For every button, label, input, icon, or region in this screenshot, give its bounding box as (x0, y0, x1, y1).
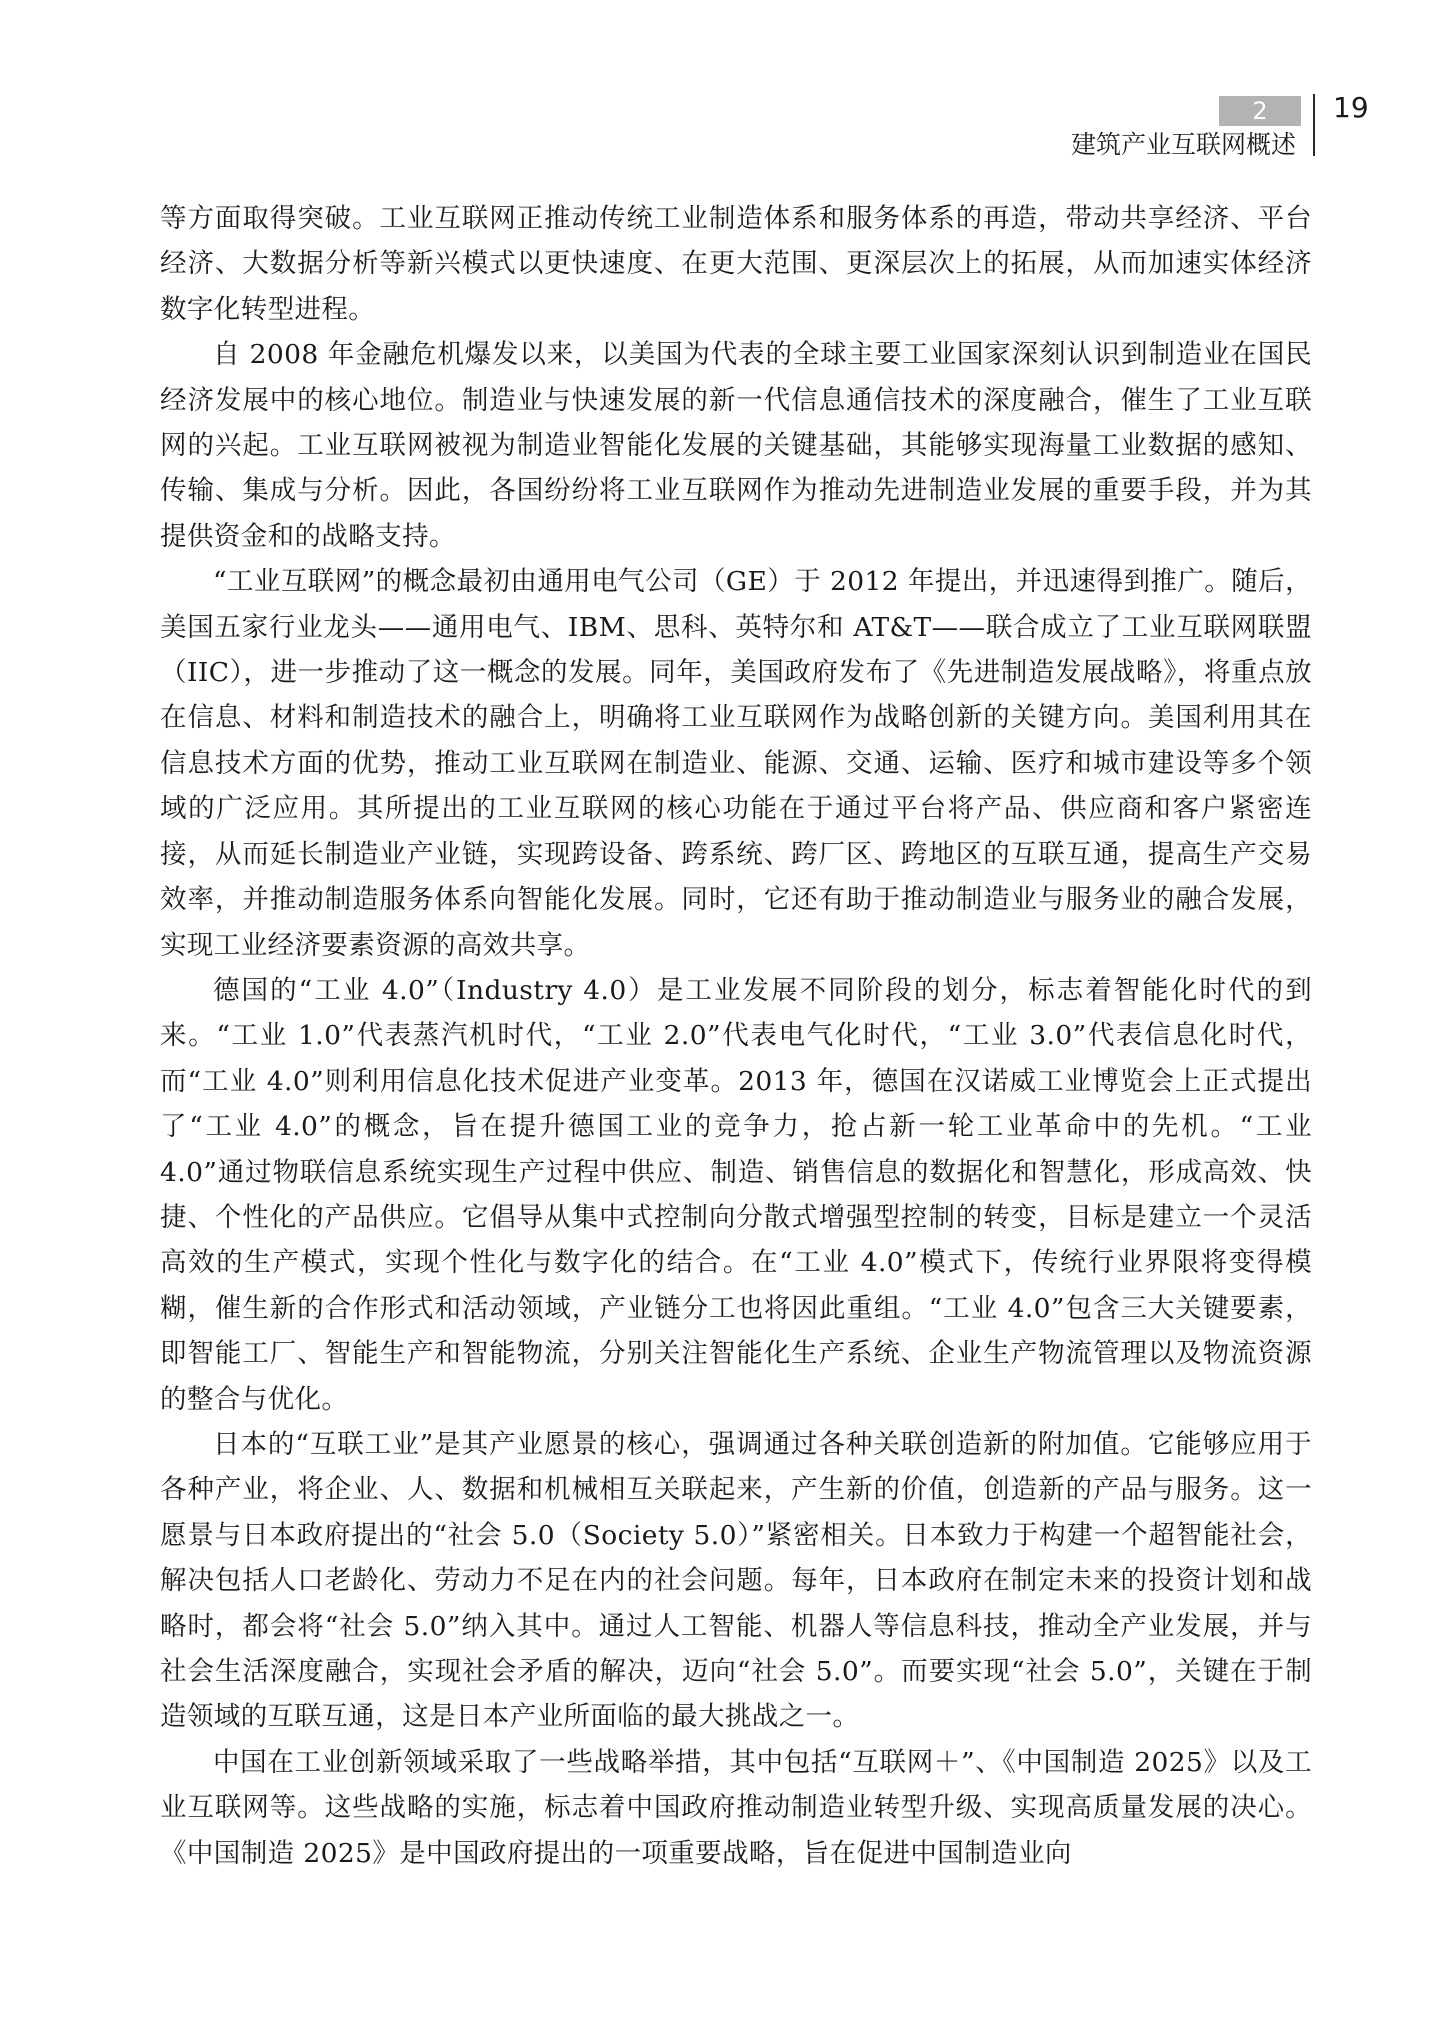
paragraph-us-industrial-internet: “工业互联网”的概念最初由通用电气公司（GE）于 2012 年提出，并迅速得到推广。随后，美国五家行业龙头——通用电气、IBM、思科、英特尔和 AT&T——联合成立了工业互联网联盟（IIC），进一步推动了这一概念的发展。同年，美国政府发布了《先进制造发展战略》，将重点放在信息、材料和制造技术的融合上，明确将工业互联网作为战略创新的关键方向。美国利用其在信息技术方面的优势，推动工业互联网在制造业、能源、交通、运输、医疗和城市建设等多个领域的广泛应用。其所提出的工业互联网的核心功能在于通过平台将产品、供应商和客户紧密连接，从而延长制造业产业链，实现跨设备、跨系统、跨厂区、跨地区的互联互通，提高生产交易效率，并推动制造服务体系向智能化发展。同时，它还有助于推动制造业与服务业的融合发展，实现工业经济要素资源的高效共享。 (160, 566, 1312, 961)
chapter-title: 建筑产业互联网概述 (1070, 130, 1296, 159)
header-divider (1313, 94, 1315, 156)
page-number: 19 (1333, 91, 1369, 124)
paragraph-china-strategies: 中国在工业创新领域采取了一些战略举措，其中包括“互联网＋”、《中国制造 2025》以及工业互联网等。这些战略的实施，标志着中国政府推动制造业转型升级、实现高质量发展的决心。《中国制造 2025》是中国政府提出的一项重要战略，旨在促进中国制造业向 (160, 1746, 1312, 1869)
paragraph-continued: 等方面取得突破。工业互联网正推动传统工业制造体系和服务体系的再造，带动共享经济、平台经济、大数据分析等新兴模式以更快速度、在更大范围、更深层次上的拓展，从而加速实体经济数字化转型进程。 (160, 203, 1312, 325)
paragraph-japan-connected-industries: 日本的“互联工业”是其产业愿景的核心，强调通过各种关联创造新的附加值。它能够应用于各种产业，将企业、人、数据和机械相互关联起来，产生新的价值，创造新的产品与服务。这一愿景与日本政府提出的“社会 5.0（Society 5.0）”紧密相关。日本致力于构建一个超智能社会，解决包括人口老龄化、劳动力不足在内的社会问题。每年，日本政府在制定未来的投资计划和战略时，都会将“社会 5.0”纳入其中。通过人工智能、机器人等信息科技，推动全产业发展，并与社会生活深度融合，实现社会矛盾的解决，迈向“社会 5.0”。而要实现“社会 5.0”，关键在于制造领域的互联互通，这是日本产业所面临的最大挑战之一。 (160, 1428, 1312, 1733)
paragraph-financial-crisis: 自 2008 年金融危机爆发以来，以美国为代表的全球主要工业国家深刻认识到制造业在国民经济发展中的核心地位。制造业与快速发展的新一代信息通信技术的深度融合，催生了工业互联网的兴起。工业互联网被视为制造业智能化发展的关键基础，其能够实现海量工业数据的感知、传输、集成与分析。因此，各国纷纷将工业互联网作为推动先进制造业发展的重要手段，并为其提供资金和的战略支持。 (160, 339, 1312, 552)
chapter-number-badge: 2 (1219, 96, 1301, 126)
body-text (160, 196, 1312, 1876)
paragraph-germany-industry-4: 德国的“工业 4.0”（Industry 4.0）是工业发展不同阶段的划分，标志着智能化时代的到来。“工业 1.0”代表蒸汽机时代，“工业 2.0”代表电气化时代，“工业 3.0”代表信息化时代，而“工业 4.0”则利用信息化技术促进产业变革。2013 年，德国在汉诺威工业博览会上正式提出了“工业 4.0”的概念，旨在提升德国工业的竞争力，抢占新一轮工业革命中的先机。“工业 4.0”通过物联信息系统实现生产过程中供应、制造、销售信息的数据化和智慧化，形成高效、快捷、个性化的产品供应。它倡导从集中式控制向分散式增强型控制的转变，目标是建立一个灵活高效的生产模式，实现个性化与数字化的结合。在“工业 4.0”模式下，传统行业界限将变得模糊，催生新的合作形式和活动领域，产业链分工也将因此重组。“工业 4.0”包含三大关键要素，即智能工厂、智能生产和智能物流，分别关注智能化生产系统、企业生产物流管理以及物流资源的整合与优化。 (160, 974, 1312, 1415)
page-header (0, 0, 1453, 170)
